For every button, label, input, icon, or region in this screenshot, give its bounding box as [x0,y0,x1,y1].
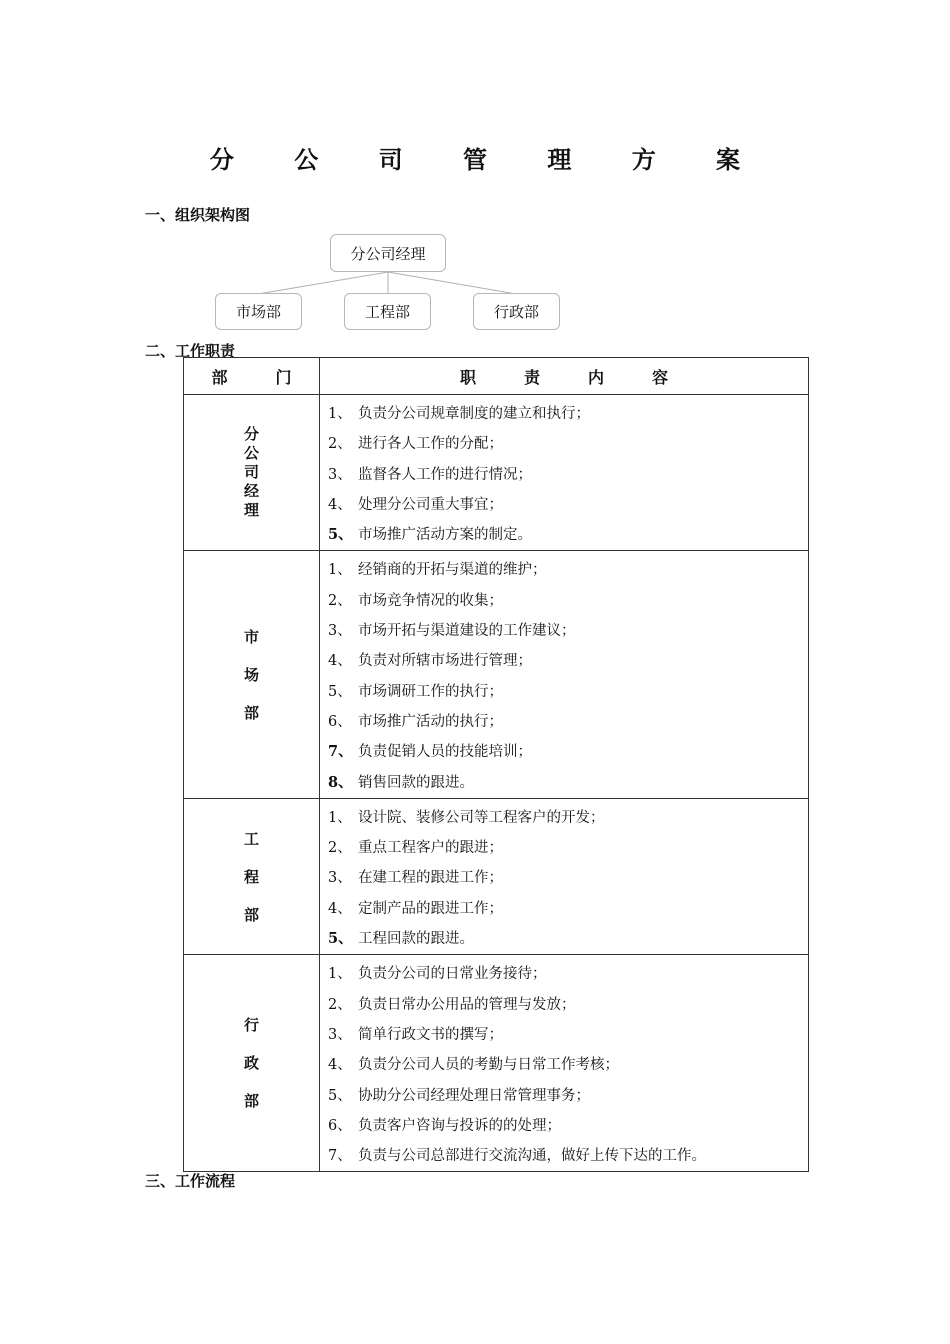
connector-admin [388,272,516,294]
duty-item: 5、 协助分公司经理处理日常管理事务； [328,1087,590,1104]
duties-cell [320,395,809,551]
duty-item: 5、 市场调研工作的执行； [328,683,503,700]
dept-name: 市场部 [244,627,260,722]
duty-item: 4、 定制产品的跟进工作； [328,900,503,917]
dept-cell [184,955,320,1172]
dept-name: 行政部 [244,1016,260,1111]
duties-cell [320,798,809,954]
duty-item: 1、 设计院、装修公司等工程客户的开发； [328,809,605,826]
duty-item: 4、 处理分公司重大事宜； [328,496,503,513]
org-node-market-dept: 市场部 [215,293,302,330]
dept-cell [184,551,320,798]
document-title: 分 公 司 管 理 方 案 [209,146,767,174]
duty-item: 5、 市场推广活动方案的制定。 [328,526,532,544]
duty-item: 7、 负责与公司总部进行交流沟通，做好上传下达的工作。 [328,1148,706,1165]
duties-table [183,357,809,1172]
dept-cell [184,395,320,551]
duty-item: 2、 重点工程客户的跟进； [328,840,503,857]
duty-item: 2、 市场竞争情况的收集； [328,592,503,609]
duty-item: 3、 简单行政文书的撰写； [328,1026,503,1043]
table-row-engineering [184,798,809,954]
duty-item: 2、 进行各人工作的分配； [328,436,503,453]
duty-item: 3、 在建工程的跟进工作； [328,870,503,887]
duties-cell [320,551,809,798]
section-duties-heading: 二、工作职责 [145,342,236,360]
org-node-admin-dept: 行政部 [473,293,560,330]
header-duties: 职 责 内 容 [320,358,809,395]
duty-item: 7、 负责促销人员的技能培训； [328,743,532,761]
table-row-market [184,551,809,798]
dept-name: 工程部 [244,829,260,924]
dept-cell [184,798,320,954]
table-row-branch-manager [184,395,809,551]
connector-market [258,272,388,294]
duty-item: 8、 销售回款的跟进。 [328,773,474,791]
duty-item: 4、 负责对所辖市场进行管理； [328,653,532,670]
section-org-chart-heading: 一、组织架构图 [145,206,251,224]
table-header-row [184,358,809,395]
org-node-branch-manager: 分公司经理 [330,234,446,272]
org-node-engineering-dept: 工程部 [344,293,431,330]
duty-item: 5、 工程回款的跟进。 [328,930,474,948]
dept-name: 分公司经理 [244,425,260,520]
duty-item: 1、 负责分公司规章制度的建立和执行； [328,406,590,422]
table-row-admin [184,955,809,1172]
duty-item: 4、 负责分公司人员的考勤与日常工作考核； [328,1057,619,1074]
duty-item: 1、 经销商的开拓与渠道的维护； [328,562,547,579]
duty-item: 2、 负责日常办公用品的管理与发放； [328,996,576,1013]
duty-item: 3、 市场开拓与渠道建设的工作建议； [328,623,576,640]
section-process-heading: 三、工作流程 [145,1172,236,1190]
duties-cell [320,955,809,1172]
duty-item: 1、 负责分公司的日常业务接待； [328,966,547,983]
duty-item: 6、 市场推广活动的执行； [328,713,503,730]
org-chart-connectors [0,0,950,400]
duty-item: 3、 监督各人工作的进行情况； [328,466,532,483]
header-dept: 部 门 [184,358,320,395]
duty-item: 6、 负责客户咨询与投诉的的处理； [328,1117,561,1134]
